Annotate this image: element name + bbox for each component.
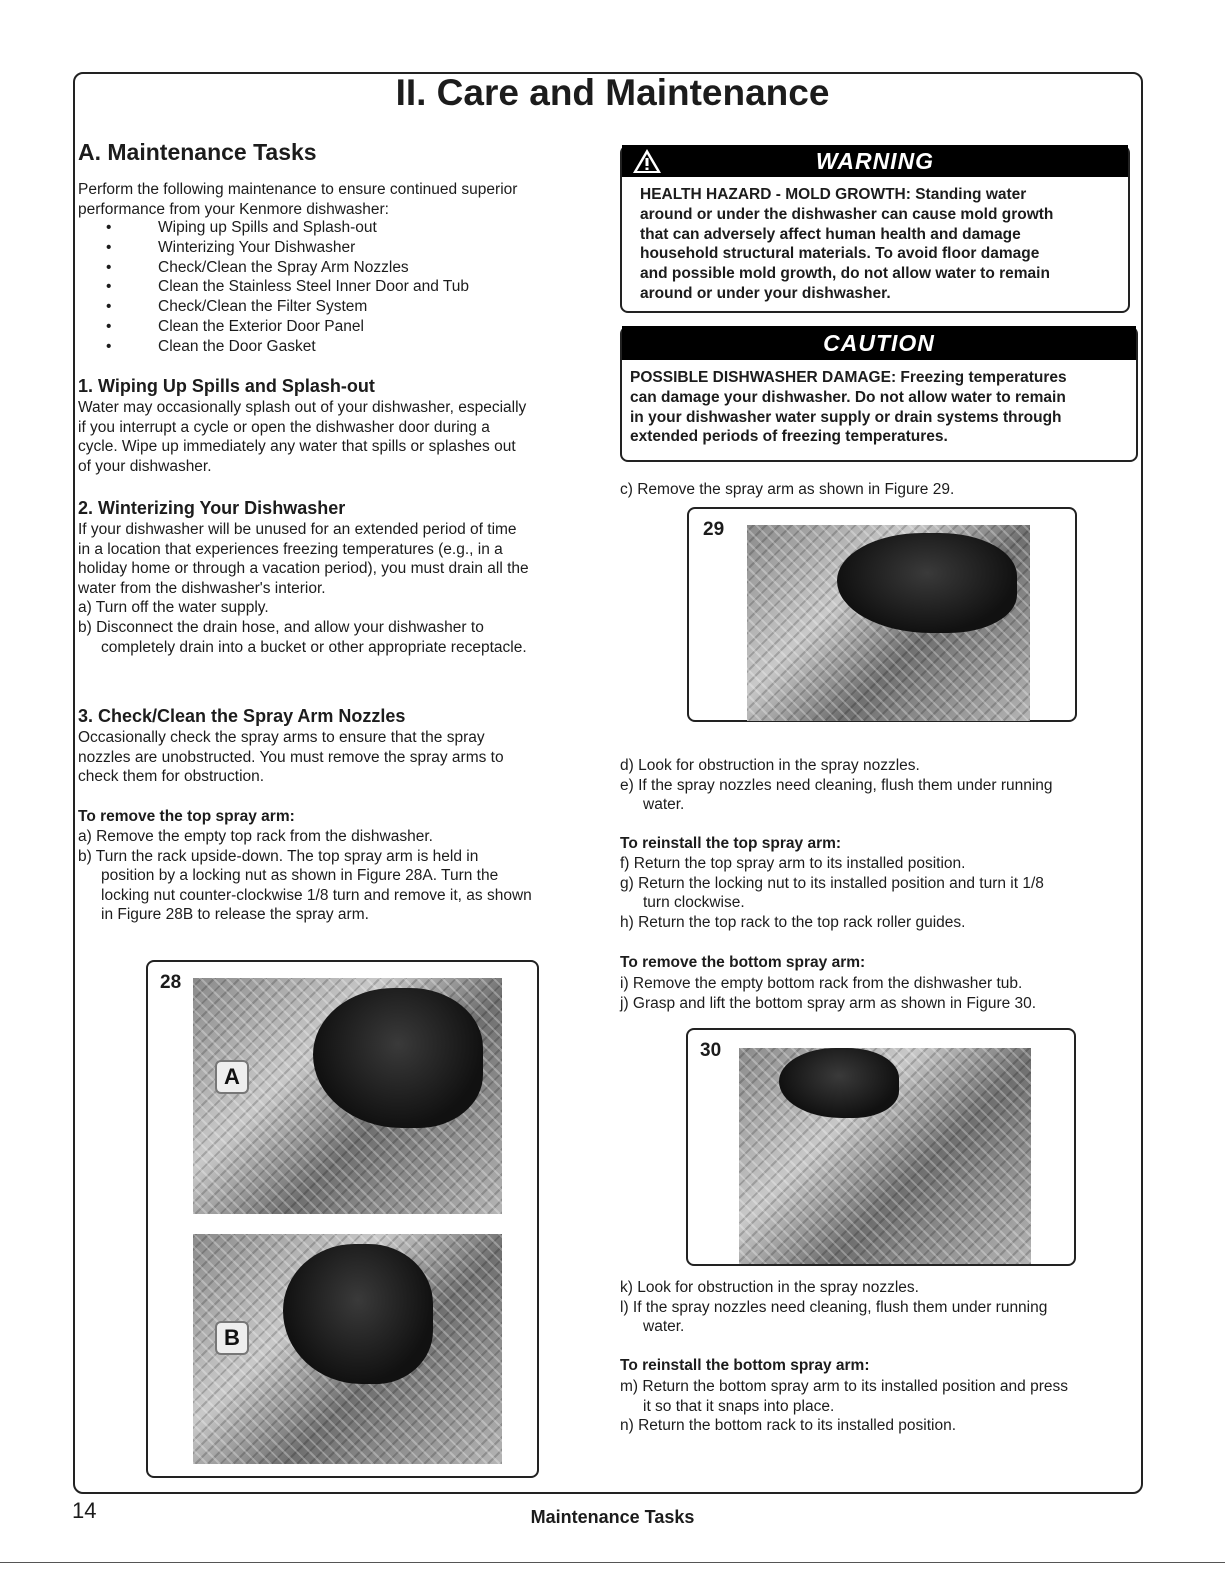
figure-29 — [687, 507, 1077, 722]
list-item: • Check/Clean the Filter System — [78, 297, 469, 317]
caution-header — [622, 326, 1136, 360]
right-steps-de — [620, 756, 1053, 815]
footer-title: Maintenance Tasks — [530, 1507, 695, 1527]
step-b: b) Disconnect the drain hose, and allow your dishwasher to — [78, 618, 484, 636]
section-2-heading: 2. Winterizing Your Dishwasher — [78, 498, 346, 518]
figure-28b-photo — [193, 1234, 502, 1464]
body-line: If your dishwasher will be unused for an extended period of time — [78, 521, 517, 538]
body-line: holiday home or through a vacation period), you must drain all the — [78, 560, 529, 578]
section-1-body — [78, 398, 526, 476]
list-item: • Check/Clean the Spray Arm Nozzles — [78, 258, 469, 278]
bottom-remove-heading: To remove the bottom spray arm: — [620, 954, 866, 971]
hand-shape — [837, 533, 1017, 633]
step-m: m) Return the bottom spray arm to its installed position and press — [620, 1378, 1068, 1395]
section-1-heading: 1. Wiping Up Spills and Splash-out — [78, 376, 375, 396]
step-f: f) Return the top spray arm to its installed position. — [620, 855, 966, 872]
right-steps-kl — [620, 1278, 1047, 1337]
step-b-cont: completely drain into a bucket or other appropriate receptacle. — [101, 638, 527, 656]
section-3-heading: 3. Check/Clean the Spray Arm Nozzles — [78, 706, 406, 726]
section-a-heading: A. Maintenance Tasks — [78, 139, 317, 165]
figure-28a-photo — [193, 978, 502, 1214]
warning-line: household structural materials. To avoid floor damage — [640, 245, 1040, 263]
figure-29-photo — [747, 525, 1030, 721]
caution-line: in your dishwasher water supply or drain systems through — [630, 408, 1062, 426]
caution-line: can damage your dishwasher. Do not allow water to remain — [630, 388, 1066, 406]
body-line: if you interrupt a cycle or open the dishwasher door during a — [78, 418, 490, 436]
step-b-cont: position by a locking nut as shown in Figure 28A. Turn the — [101, 867, 499, 885]
step-l: l) If the spray nozzles need cleaning, flush them under running — [620, 1298, 1048, 1316]
step-c: c) Remove the spray arm as shown in Figure 29. — [620, 481, 955, 498]
step-h: h) Return the top rack to the top rack roller guides. — [620, 913, 966, 931]
section-3-body — [78, 728, 504, 787]
body-line: in a location that experiences freezing temperatures (e.g., in a — [78, 540, 503, 558]
step-j: j) Grasp and lift the bottom spray arm as shown in Figure 30. — [620, 994, 1037, 1012]
step-b: b) Turn the rack upside-down. The top spray arm is held in — [78, 847, 479, 865]
step-i: i) Remove the empty bottom rack from the dishwasher tub. — [620, 975, 1023, 992]
step-g: g) Return the locking nut to its installed position and turn it 1/8 — [620, 874, 1044, 892]
bottom-reinstall-steps — [620, 1377, 1068, 1436]
list-item: • Clean the Stainless Steel Inner Door and Tub — [78, 277, 469, 297]
body-line: cycle. Wipe up immediately any water that spills or splashes out — [78, 438, 516, 456]
page-title: II. Care and Maintenance — [395, 72, 830, 113]
warning-line: HEALTH HAZARD - MOLD GROWTH: Standing water — [640, 186, 1027, 203]
warning-header — [622, 145, 1128, 177]
warning-line: and possible mold growth, do not allow water to remain — [640, 265, 1050, 283]
step-b-cont: in Figure 28B to release the spray arm. — [101, 906, 369, 924]
task-list — [78, 218, 469, 357]
figure-number: 30 — [700, 1040, 722, 1061]
section-2-body — [78, 520, 529, 657]
step-l-cont: water. — [643, 1318, 685, 1336]
callout-a: A — [215, 1060, 249, 1094]
hand-shape — [313, 988, 483, 1128]
step-e-cont: water. — [643, 796, 685, 814]
callout-b: B — [215, 1321, 249, 1355]
caution-line: extended periods of freezing temperatures. — [630, 428, 948, 446]
page-bottom-divider — [0, 1562, 1225, 1563]
top-remove-heading: To remove the top spray arm: — [78, 808, 295, 825]
list-item: • Winterizing Your Dishwasher — [78, 238, 469, 258]
step-e: e) If the spray nozzles need cleaning, flush them under running — [620, 776, 1053, 794]
figure-28 — [146, 960, 539, 1478]
warning-text — [640, 185, 1053, 304]
step-g-cont: turn clockwise. — [643, 894, 745, 912]
figure-30-photo — [739, 1048, 1031, 1264]
body-line: of your dishwasher. — [78, 457, 212, 475]
caution-line: POSSIBLE DISHWASHER DAMAGE: Freezing temperatures — [630, 369, 1067, 386]
caution-text — [630, 368, 1067, 447]
hand-shape — [283, 1244, 433, 1384]
warning-line: that can adversely affect human health and damage — [640, 225, 1021, 243]
body-line: Occasionally check the spray arms to ensure that the spray — [78, 729, 485, 746]
step-m-cont: it so that it snaps into place. — [643, 1397, 835, 1415]
warning-line: around or under your dishwasher. — [640, 284, 891, 302]
figure-30 — [686, 1028, 1076, 1266]
top-reinstall-heading: To reinstall the top spray arm: — [620, 835, 842, 852]
step-d: d) Look for obstruction in the spray nozzles. — [620, 757, 920, 774]
body-line: water from the dishwasher's interior. — [78, 579, 326, 597]
figure-number: 28 — [160, 972, 182, 993]
list-item: • Wiping up Spills and Splash-out — [78, 218, 469, 238]
page-number: 14 — [72, 1498, 97, 1523]
bottom-remove-steps — [620, 974, 1036, 1013]
bottom-reinstall-heading: To reinstall the bottom spray arm: — [620, 1357, 870, 1374]
section-a-intro — [78, 180, 517, 219]
caution-label: CAUTION — [823, 330, 935, 356]
step-a: a) Remove the empty top rack from the dishwasher. — [78, 828, 433, 845]
warning-line: around or under the dishwasher can cause mold growth — [640, 205, 1054, 223]
list-item: • Clean the Exterior Door Panel — [78, 317, 469, 337]
intro-line: performance from your Kenmore dishwasher: — [78, 200, 389, 218]
list-item: • Clean the Door Gasket — [78, 337, 469, 357]
step-a: a) Turn off the water supply. — [78, 599, 269, 617]
figure-number: 29 — [703, 519, 725, 540]
intro-line: Perform the following maintenance to ensure continued superior — [78, 181, 518, 198]
body-line: Water may occasionally splash out of your dishwasher, especially — [78, 399, 527, 416]
body-line: check them for obstruction. — [78, 768, 265, 786]
step-k: k) Look for obstruction in the spray nozzles. — [620, 1279, 919, 1296]
top-reinstall-steps — [620, 854, 1044, 932]
warning-label: WARNING — [815, 148, 935, 174]
body-line: nozzles are unobstructed. You must remove the spray arms to — [78, 748, 504, 766]
warning-triangle-icon — [632, 148, 662, 174]
step-b-cont: locking nut counter-clockwise 1/8 turn and remove it, as shown — [101, 886, 532, 904]
hand-shape — [779, 1048, 899, 1118]
step-n: n) Return the bottom rack to its installed position. — [620, 1417, 956, 1435]
top-remove-steps — [78, 827, 532, 925]
